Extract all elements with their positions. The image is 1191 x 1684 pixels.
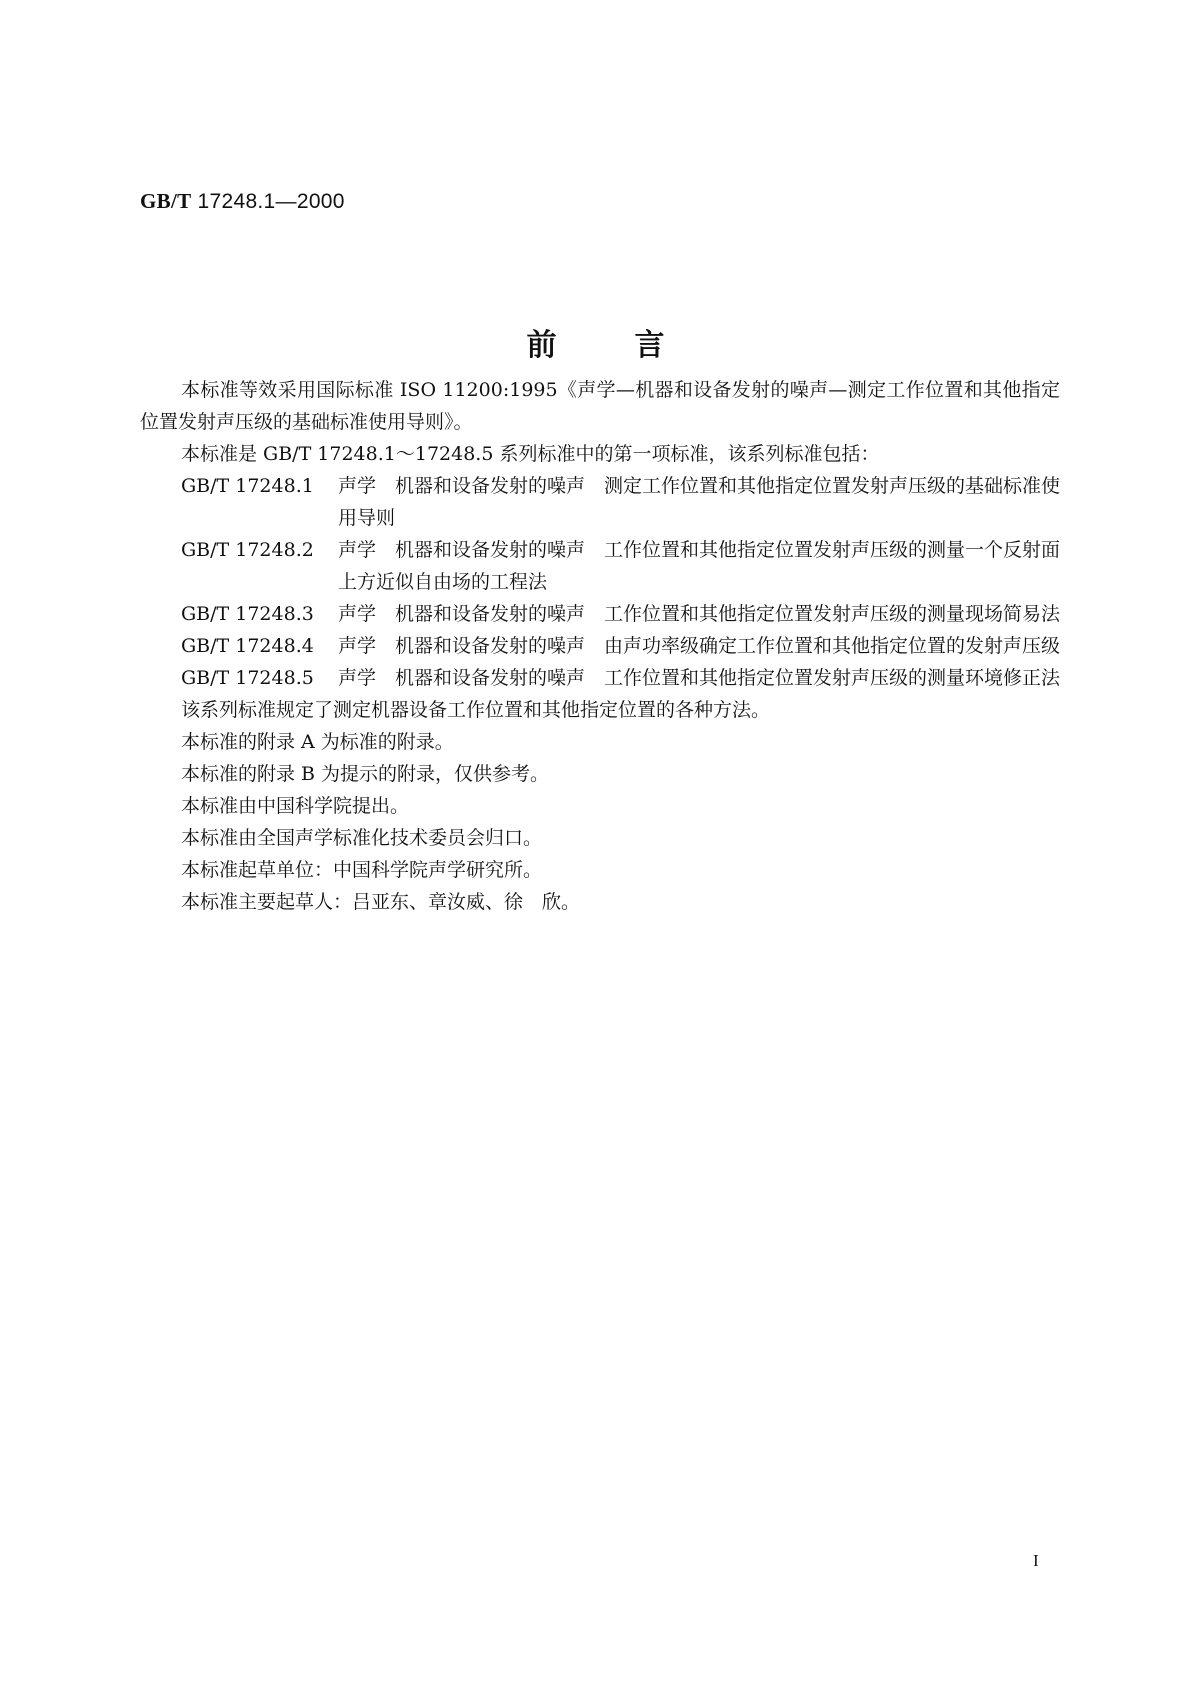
closing-paragraph-4: 本标准由中国科学院提出。	[181, 795, 410, 817]
standard-code-header	[140, 189, 345, 214]
closing-paragraph-5: 本标准由全国声学标准化技术委员会归口。	[181, 827, 543, 849]
closing-paragraph-1: 该系列标准规定了测定机器设备工作位置和其他指定位置的各种方法。	[181, 699, 771, 721]
foreword-body	[140, 374, 1060, 918]
series-item-code: GB/T 17248.3	[181, 603, 314, 625]
page-title: 前言	[526, 328, 743, 364]
standard-prefix: GB/T	[140, 189, 192, 213]
intro-paragraph-1: 本标准等效采用国际标准 ISO 11200:1995《声学—机器和设备发射的噪声—测定工作位置和其他指定位置发射声压级的基础标准使用导则》。	[140, 379, 1060, 433]
page-number: I	[1033, 1551, 1039, 1570]
closing-paragraph-2: 本标准的附录 A 为标准的附录。	[181, 731, 454, 753]
series-item-title: 声学 机器和设备发射的噪声 测定工作位置和其他指定位置发射声压级的基础标准使用导则	[338, 475, 1061, 529]
series-item-code: GB/T 17248.1	[181, 475, 314, 497]
series-item-4	[140, 630, 1060, 662]
series-item-code: GB/T 17248.4	[181, 635, 314, 657]
series-item-title: 声学 机器和设备发射的噪声 工作位置和其他指定位置发射声压级的测量一个反射面上方近似自由场的工程法	[338, 539, 1061, 593]
closing-paragraph-7: 本标准主要起草人：吕亚东、章汝威、徐 欣。	[181, 891, 581, 913]
intro-paragraph-2: 本标准是 GB/T 17248.1～17248.5 系列标准中的第一项标准，该系列标准包括：	[181, 443, 880, 465]
standard-number: 17248.1—2000	[197, 190, 345, 213]
series-item-3	[140, 598, 1060, 630]
series-item-code: GB/T 17248.2	[181, 539, 314, 561]
series-item-2	[140, 534, 1060, 598]
series-item-title: 声学 机器和设备发射的噪声 工作位置和其他指定位置发射声压级的测量现场简易法	[338, 603, 1061, 625]
series-item-5	[140, 662, 1060, 694]
series-item-title: 声学 机器和设备发射的噪声 由声功率级确定工作位置和其他指定位置的发射声压级	[338, 635, 1061, 657]
closing-paragraph-3: 本标准的附录 B 为提示的附录，仅供参考。	[181, 763, 550, 785]
series-item-code: GB/T 17248.5	[181, 667, 314, 689]
series-item-1	[140, 470, 1060, 534]
closing-paragraph-6: 本标准起草单位：中国科学院声学研究所。	[181, 859, 543, 881]
series-item-title: 声学 机器和设备发射的噪声 工作位置和其他指定位置发射声压级的测量环境修正法	[338, 667, 1061, 689]
